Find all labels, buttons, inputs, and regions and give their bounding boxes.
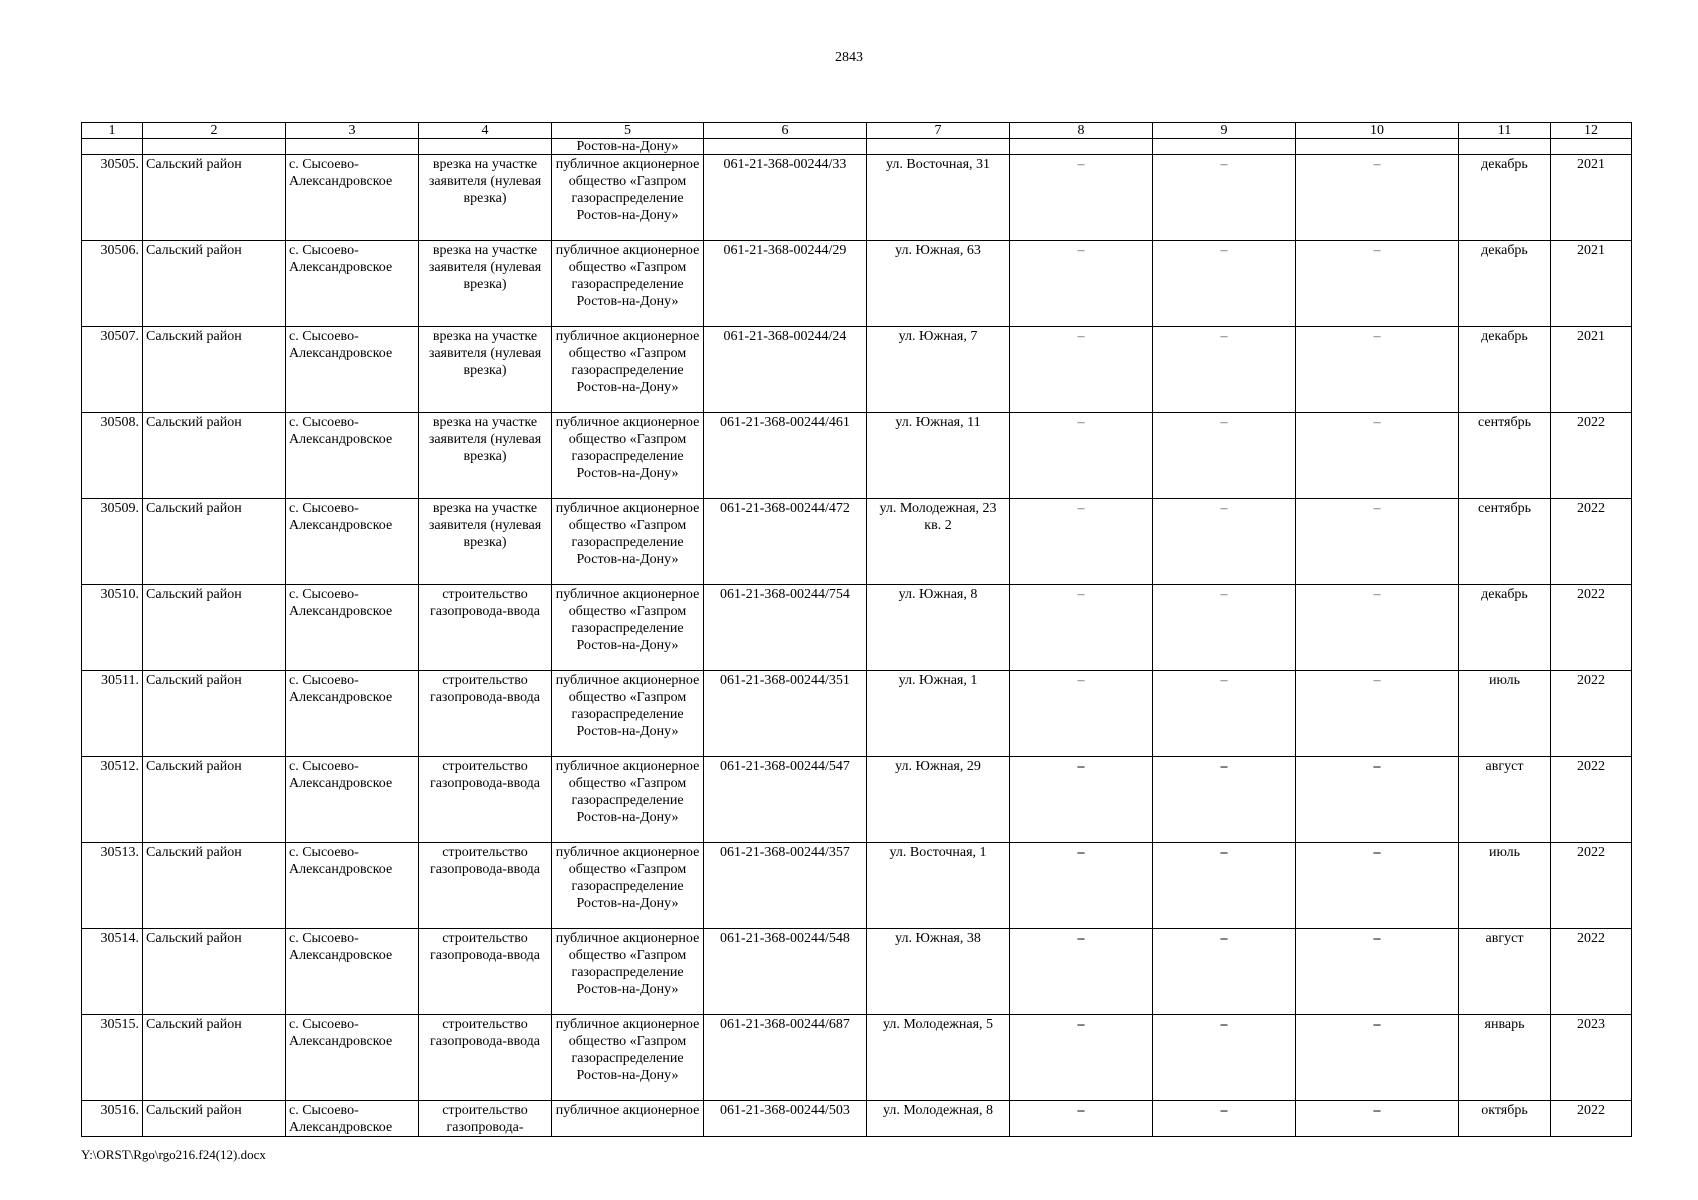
organization-cell: публичное акционерное общество «Газпром газораспределение Ростов-на-Дону»	[552, 929, 704, 1015]
column-10-cell: –	[1296, 1101, 1459, 1137]
column-8-cell: –	[1010, 327, 1153, 413]
column-number-cell: 4	[419, 123, 552, 139]
work-type-cell: врезка на участке заявителя (нулевая врезка)	[419, 155, 552, 241]
work-type-cell: врезка на участке заявителя (нулевая врезка)	[419, 499, 552, 585]
year-cell: 2022	[1551, 413, 1632, 499]
footer-file-path: Y:\ORST\Rgo\rgo216.f24(12).docx	[81, 1147, 266, 1162]
month-cell: январь	[1459, 1015, 1551, 1101]
settlement-cell: с. Сысоево-Александровское	[286, 499, 419, 585]
table-row	[82, 327, 1632, 413]
column-8-cell: –	[1010, 499, 1153, 585]
year-cell: 2022	[1551, 499, 1632, 585]
column-10-cell: –	[1296, 1015, 1459, 1101]
settlement-cell: с. Сысоево-Александровское	[286, 1015, 419, 1101]
district-cell: Сальский район	[143, 1015, 286, 1101]
table-row	[82, 1101, 1632, 1137]
column-10-cell: –	[1296, 757, 1459, 843]
table-row	[82, 757, 1632, 843]
table-row	[82, 671, 1632, 757]
column-9-cell: –	[1153, 929, 1296, 1015]
month-cell: декабрь	[1459, 155, 1551, 241]
organization-cell: публичное акционерное общество «Газпром газораспределение Ростов-на-Дону»	[552, 843, 704, 929]
column-9-cell: –	[1153, 1101, 1296, 1137]
column-10-cell: –	[1296, 585, 1459, 671]
column-10-cell: –	[1296, 155, 1459, 241]
work-type-cell: строительство газопровода-ввода	[419, 843, 552, 929]
row-number-cell: 30514.	[82, 929, 143, 1015]
column-8-cell: –	[1010, 843, 1153, 929]
data-table	[81, 122, 1632, 1137]
column-number-cell: 7	[867, 123, 1010, 139]
month-cell: сентябрь	[1459, 499, 1551, 585]
address-cell: ул. Южная, 29	[867, 757, 1010, 843]
column-number-cell: 9	[1153, 123, 1296, 139]
organization-cell: публичное акционерное общество «Газпром газораспределение Ростов-на-Дону»	[552, 155, 704, 241]
column-9-cell: –	[1153, 585, 1296, 671]
application-code-cell: 061-21-368-00244/29	[704, 241, 867, 327]
column-10-cell: –	[1296, 499, 1459, 585]
district-cell: Сальский район	[143, 585, 286, 671]
row-number-cell: 30505.	[82, 155, 143, 241]
column-9-cell: –	[1153, 241, 1296, 327]
column-9-cell: –	[1153, 671, 1296, 757]
column-number-cell: 6	[704, 123, 867, 139]
month-cell: декабрь	[1459, 241, 1551, 327]
settlement-cell: с. Сысоево-Александровское	[286, 585, 419, 671]
continuation-cell: Ростов-на-Дону»	[552, 139, 704, 155]
column-10-cell: –	[1296, 843, 1459, 929]
work-type-cell: строительство газопровода-ввода	[419, 757, 552, 843]
address-cell: ул. Молодежная, 8	[867, 1101, 1010, 1137]
column-number-cell: 1	[82, 123, 143, 139]
organization-cell: публичное акционерное общество «Газпром газораспределение Ростов-на-Дону»	[552, 1015, 704, 1101]
application-code-cell: 061-21-368-00244/547	[704, 757, 867, 843]
district-cell: Сальский район	[143, 1101, 286, 1137]
table-row	[82, 413, 1632, 499]
settlement-cell: с. Сысоево-Александровское	[286, 929, 419, 1015]
settlement-cell: с. Сысоево-Александровское	[286, 757, 419, 843]
settlement-cell: с. Сысоево-Александровское	[286, 1101, 419, 1137]
column-10-cell: –	[1296, 671, 1459, 757]
organization-cell: публичное акционерное общество «Газпром газораспределение Ростов-на-Дону»	[552, 585, 704, 671]
column-10-cell: –	[1296, 327, 1459, 413]
column-8-cell: –	[1010, 155, 1153, 241]
organization-cell: публичное акционерное общество «Газпром газораспределение Ростов-на-Дону»	[552, 671, 704, 757]
column-9-cell: –	[1153, 155, 1296, 241]
application-code-cell: 061-21-368-00244/472	[704, 499, 867, 585]
month-cell: июль	[1459, 843, 1551, 929]
table-row	[82, 155, 1632, 241]
column-number-cell: 11	[1459, 123, 1551, 139]
month-cell: август	[1459, 757, 1551, 843]
work-type-cell: врезка на участке заявителя (нулевая врезка)	[419, 413, 552, 499]
month-cell: июль	[1459, 671, 1551, 757]
application-code-cell: 061-21-368-00244/687	[704, 1015, 867, 1101]
column-10-cell: –	[1296, 241, 1459, 327]
application-code-cell: 061-21-368-00244/548	[704, 929, 867, 1015]
column-8-cell: –	[1010, 671, 1153, 757]
application-code-cell: 061-21-368-00244/357	[704, 843, 867, 929]
application-code-cell: 061-21-368-00244/503	[704, 1101, 867, 1137]
column-8-cell: –	[1010, 585, 1153, 671]
address-cell: ул. Южная, 11	[867, 413, 1010, 499]
row-number-cell: 30513.	[82, 843, 143, 929]
column-number-row	[82, 123, 1632, 139]
work-type-cell: строительство газопровода-ввода	[419, 585, 552, 671]
organization-cell: публичное акционерное	[552, 1101, 704, 1137]
year-cell: 2021	[1551, 327, 1632, 413]
district-cell: Сальский район	[143, 413, 286, 499]
month-cell: октябрь	[1459, 1101, 1551, 1137]
address-cell: ул. Южная, 7	[867, 327, 1010, 413]
column-9-cell: –	[1153, 413, 1296, 499]
row-number-cell: 30506.	[82, 241, 143, 327]
column-8-cell: –	[1010, 241, 1153, 327]
settlement-cell: с. Сысоево-Александровское	[286, 413, 419, 499]
work-type-cell: строительство газопровода-ввода	[419, 1015, 552, 1101]
address-cell: ул. Южная, 1	[867, 671, 1010, 757]
settlement-cell: с. Сысоево-Александровское	[286, 241, 419, 327]
page-number: 2843	[835, 50, 863, 65]
row-number-cell: 30515.	[82, 1015, 143, 1101]
address-cell: ул. Молодежная, 23 кв. 2	[867, 499, 1010, 585]
district-cell: Сальский район	[143, 155, 286, 241]
address-cell: ул. Южная, 63	[867, 241, 1010, 327]
year-cell: 2022	[1551, 1101, 1632, 1137]
row-number-cell: 30510.	[82, 585, 143, 671]
organization-cell: публичное акционерное общество «Газпром газораспределение Ростов-на-Дону»	[552, 413, 704, 499]
row-number-cell: 30509.	[82, 499, 143, 585]
column-number-cell: 5	[552, 123, 704, 139]
work-type-cell: врезка на участке заявителя (нулевая врезка)	[419, 241, 552, 327]
table-row	[82, 241, 1632, 327]
application-code-cell: 061-21-368-00244/461	[704, 413, 867, 499]
district-cell: Сальский район	[143, 327, 286, 413]
column-10-cell: –	[1296, 413, 1459, 499]
year-cell: 2022	[1551, 843, 1632, 929]
column-8-cell: –	[1010, 929, 1153, 1015]
work-type-cell: строительство газопровода-ввода	[419, 929, 552, 1015]
district-cell: Сальский район	[143, 671, 286, 757]
district-cell: Сальский район	[143, 929, 286, 1015]
year-cell: 2022	[1551, 585, 1632, 671]
column-9-cell: –	[1153, 843, 1296, 929]
column-9-cell: –	[1153, 1015, 1296, 1101]
address-cell: ул. Восточная, 31	[867, 155, 1010, 241]
organization-cell: публичное акционерное общество «Газпром газораспределение Ростов-на-Дону»	[552, 757, 704, 843]
application-code-cell: 061-21-368-00244/351	[704, 671, 867, 757]
column-number-cell: 3	[286, 123, 419, 139]
table-row	[82, 585, 1632, 671]
row-number-cell: 30512.	[82, 757, 143, 843]
district-cell: Сальский район	[143, 757, 286, 843]
application-code-cell: 061-21-368-00244/754	[704, 585, 867, 671]
table-row	[82, 499, 1632, 585]
table-row	[82, 843, 1632, 929]
table-row	[82, 1015, 1632, 1101]
work-type-cell: строительство газопровода-	[419, 1101, 552, 1137]
column-8-cell: –	[1010, 1015, 1153, 1101]
settlement-cell: с. Сысоево-Александровское	[286, 843, 419, 929]
row-number-cell: 30516.	[82, 1101, 143, 1137]
address-cell: ул. Молодежная, 5	[867, 1015, 1010, 1101]
month-cell: декабрь	[1459, 585, 1551, 671]
column-9-cell: –	[1153, 327, 1296, 413]
settlement-cell: с. Сысоево-Александровское	[286, 155, 419, 241]
organization-cell: публичное акционерное общество «Газпром газораспределение Ростов-на-Дону»	[552, 327, 704, 413]
column-10-cell: –	[1296, 929, 1459, 1015]
column-9-cell: –	[1153, 499, 1296, 585]
year-cell: 2022	[1551, 929, 1632, 1015]
application-code-cell: 061-21-368-00244/24	[704, 327, 867, 413]
row-number-cell: 30507.	[82, 327, 143, 413]
column-8-cell: –	[1010, 757, 1153, 843]
district-cell: Сальский район	[143, 843, 286, 929]
continuation-row	[82, 139, 1632, 155]
organization-cell: публичное акционерное общество «Газпром газораспределение Ростов-на-Дону»	[552, 499, 704, 585]
month-cell: сентябрь	[1459, 413, 1551, 499]
table-row	[82, 929, 1632, 1015]
column-8-cell: –	[1010, 1101, 1153, 1137]
year-cell: 2023	[1551, 1015, 1632, 1101]
column-8-cell: –	[1010, 413, 1153, 499]
month-cell: август	[1459, 929, 1551, 1015]
row-number-cell: 30511.	[82, 671, 143, 757]
column-number-cell: 8	[1010, 123, 1153, 139]
address-cell: ул. Восточная, 1	[867, 843, 1010, 929]
organization-cell: публичное акционерное общество «Газпром газораспределение Ростов-на-Дону»	[552, 241, 704, 327]
month-cell: декабрь	[1459, 327, 1551, 413]
row-number-cell: 30508.	[82, 413, 143, 499]
year-cell: 2021	[1551, 241, 1632, 327]
address-cell: ул. Южная, 8	[867, 585, 1010, 671]
column-number-cell: 10	[1296, 123, 1459, 139]
work-type-cell: строительство газопровода-ввода	[419, 671, 552, 757]
column-number-cell: 2	[143, 123, 286, 139]
column-number-cell: 12	[1551, 123, 1632, 139]
settlement-cell: с. Сысоево-Александровское	[286, 327, 419, 413]
address-cell: ул. Южная, 38	[867, 929, 1010, 1015]
year-cell: 2022	[1551, 757, 1632, 843]
application-code-cell: 061-21-368-00244/33	[704, 155, 867, 241]
column-9-cell: –	[1153, 757, 1296, 843]
settlement-cell: с. Сысоево-Александровское	[286, 671, 419, 757]
year-cell: 2021	[1551, 155, 1632, 241]
work-type-cell: врезка на участке заявителя (нулевая врезка)	[419, 327, 552, 413]
district-cell: Сальский район	[143, 241, 286, 327]
year-cell: 2022	[1551, 671, 1632, 757]
district-cell: Сальский район	[143, 499, 286, 585]
